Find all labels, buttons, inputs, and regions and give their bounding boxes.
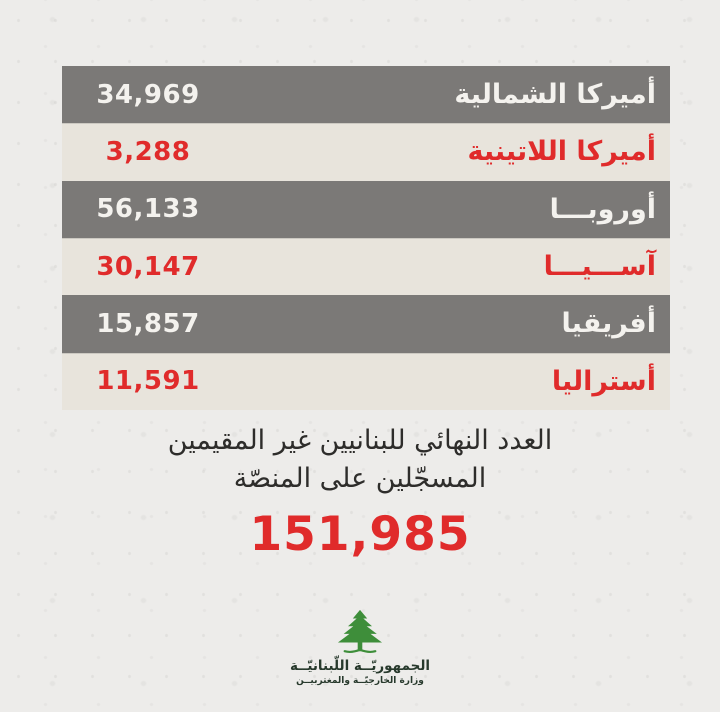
ministry-name: وزارة الخارجيّــة والمغتربيــن xyxy=(296,676,424,686)
table-row xyxy=(62,353,670,410)
region-count: 11,591 xyxy=(96,366,200,397)
table-row xyxy=(62,295,670,352)
table-row xyxy=(62,66,670,123)
republic-name: الجمهوريّــة اللّبنانيّــة xyxy=(289,658,431,674)
region-table xyxy=(62,66,670,410)
region-label: أوروبـــا xyxy=(549,193,656,225)
region-count: 3,288 xyxy=(105,136,191,167)
caption xyxy=(0,422,720,498)
region-label: أميركا الشمالية xyxy=(454,79,656,111)
region-count: 34,969 xyxy=(96,79,200,110)
table-row xyxy=(62,123,670,180)
region-label: أميركا اللاتينية xyxy=(467,136,656,168)
region-label: أستراليا xyxy=(551,365,656,397)
cedar-tree-icon xyxy=(331,608,389,656)
region-label: آســـيـــا xyxy=(543,251,656,283)
total-count: 151,985 xyxy=(249,507,471,562)
caption-line2: المسجّلين على المنصّة xyxy=(233,463,487,494)
region-count: 56,133 xyxy=(96,194,200,225)
ministry-logo xyxy=(0,608,720,688)
table-row xyxy=(62,181,670,238)
region-count: 30,147 xyxy=(96,251,200,282)
table-row xyxy=(62,238,670,295)
caption-line1: العدد النهائي للبنانيين غير المقيمين xyxy=(167,425,553,456)
region-count: 15,857 xyxy=(96,308,200,339)
region-label: أفريقيا xyxy=(561,308,656,340)
